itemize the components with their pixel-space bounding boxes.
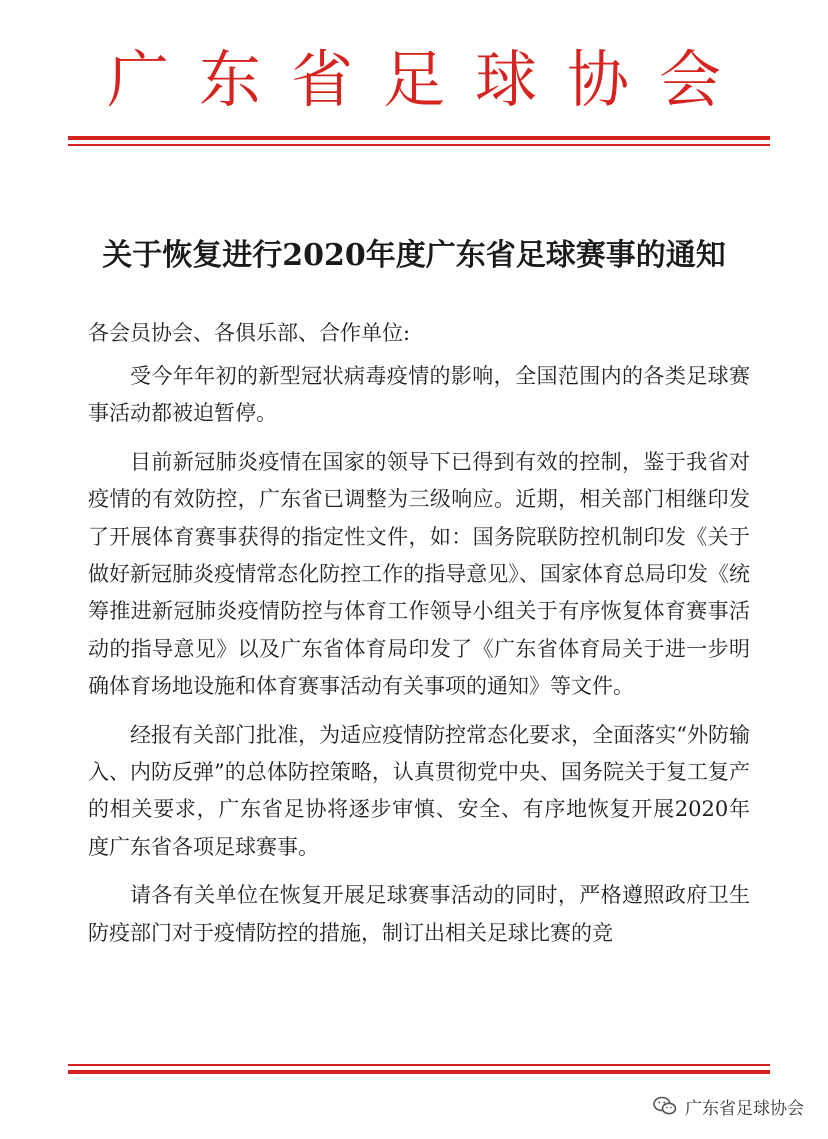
paragraph: 受今年年初的新型冠状病毒疫情的影响，全国范围内的各类足球赛事活动都被迫暂停。	[88, 364, 750, 426]
paragraph: 经报有关部门批准，为适应疫情防控常态化要求，全面落实“外防输入、内防反弹”的总体防控策略，认真贯彻党中央、国务院关于复工复产的相关要求，广东省足协将逐步审慎、安全、有序地恢复开展2020年度广东省各项足球赛事。	[88, 722, 750, 859]
wechat-watermark	[653, 1092, 804, 1120]
paragraph: 目前新冠肺炎疫情在国家的领导下已得到有效的控制，鉴于我省对疫情的有效防控，广东省已调整为三级响应。近期，相关部门相继印发了开展体育赛事获得的指定性文件，如：国务院联防控机制印发《关于做好新冠肺炎疫情常态化防控工作的指导意见》、国家体育总局印发《统筹推进新冠肺炎疫情防控与体育工作领导小组关于有序恢复体育赛事活动的指导意见》以及广东省体育局印发了《广东省体育局关于进一步明确体育场地设施和体育赛事活动有关事项的通知》等文件。	[88, 449, 750, 699]
masthead-organization-name: 广东省足球协会	[106, 43, 751, 116]
wechat-icon	[653, 1096, 677, 1116]
footer-red-rule	[68, 1064, 770, 1066]
salutation: 各会员协会、各俱乐部、合作单位:	[88, 321, 411, 345]
header-red-rule	[68, 136, 770, 140]
paragraph: 请各有关单位在恢复开展足球赛事活动的同时，严格遵照政府卫生防疫部门对于疫情防控的措施，制订出相关足球比赛的竞	[88, 883, 750, 945]
watermark-account-name: 广东省足球协会	[685, 1098, 804, 1119]
document-body	[88, 358, 750, 963]
document-title: 关于恢复进行2020年度广东省足球赛事的通知	[102, 238, 726, 273]
